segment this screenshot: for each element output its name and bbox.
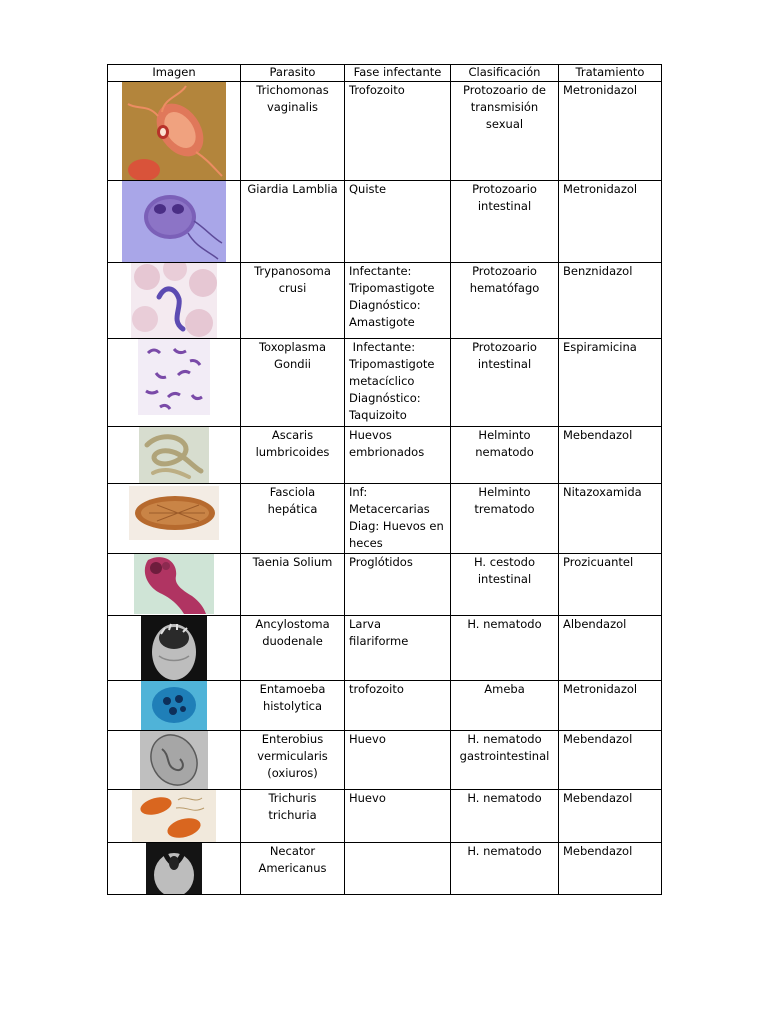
fasciola-image bbox=[129, 486, 219, 540]
giardia-image bbox=[122, 181, 226, 262]
parasite-name: Trypanosoma crusi bbox=[241, 263, 345, 339]
trichuris-image bbox=[132, 790, 216, 842]
parasite-name: Trichuris trichuria bbox=[241, 790, 345, 843]
infective-stage: Huevo bbox=[345, 731, 451, 790]
image-cell bbox=[108, 681, 241, 731]
treatment: Metronidazol bbox=[559, 181, 662, 263]
image-cell bbox=[108, 339, 241, 427]
toxoplasma-image bbox=[138, 339, 210, 415]
treatment: Prozicuantel bbox=[559, 554, 662, 616]
image-cell bbox=[108, 263, 241, 339]
treatment: Mebendazol bbox=[559, 790, 662, 843]
classification: H. nematodo bbox=[451, 843, 559, 895]
classification: H. nematodo bbox=[451, 790, 559, 843]
infective-stage: Huevos embrionados bbox=[345, 427, 451, 484]
classification: Ameba bbox=[451, 681, 559, 731]
entamoeba-image bbox=[141, 681, 207, 730]
treatment: Mebendazol bbox=[559, 427, 662, 484]
image-cell bbox=[108, 181, 241, 263]
classification: H. nematodo gastrointestinal bbox=[451, 731, 559, 790]
parasite-name: Giardia Lamblia bbox=[241, 181, 345, 263]
parasite-name: Trichomonas vaginalis bbox=[241, 82, 345, 181]
image-cell bbox=[108, 484, 241, 554]
image-cell bbox=[108, 790, 241, 843]
parasite-name: Entamoeba histolytica bbox=[241, 681, 345, 731]
parasite-name: Ancylostoma duodenale bbox=[241, 616, 345, 681]
infective-stage bbox=[345, 843, 451, 895]
enterobius-image bbox=[140, 731, 208, 789]
table-row bbox=[108, 790, 662, 843]
classification: Protozoario hematófago bbox=[451, 263, 559, 339]
header-fase: Fase infectante bbox=[345, 65, 451, 82]
table-row bbox=[108, 554, 662, 616]
classification: H. nematodo bbox=[451, 616, 559, 681]
image-cell bbox=[108, 616, 241, 681]
infective-stage: Proglótidos bbox=[345, 554, 451, 616]
parasite-table bbox=[107, 64, 662, 895]
parasite-name: Ascaris lumbricoides bbox=[241, 427, 345, 484]
ascaris-image bbox=[139, 427, 209, 483]
classification: Protozoario de transmisión sexual bbox=[451, 82, 559, 181]
infective-stage: Inf: Metacercarias Diag: Huevos en heces bbox=[345, 484, 451, 554]
treatment: Metronidazol bbox=[559, 82, 662, 181]
parasite-name: Toxoplasma Gondii bbox=[241, 339, 345, 427]
parasite-name: Fasciola hepática bbox=[241, 484, 345, 554]
table-row bbox=[108, 616, 662, 681]
table-row bbox=[108, 82, 662, 181]
image-cell bbox=[108, 427, 241, 484]
treatment: Metronidazol bbox=[559, 681, 662, 731]
trichomonas-image bbox=[122, 82, 226, 180]
treatment: Espiramicina bbox=[559, 339, 662, 427]
table-row bbox=[108, 731, 662, 790]
infective-stage: Larva filariforme bbox=[345, 616, 451, 681]
infective-stage: Quiste bbox=[345, 181, 451, 263]
classification: Helminto trematodo bbox=[451, 484, 559, 554]
table-row bbox=[108, 339, 662, 427]
treatment: Mebendazol bbox=[559, 843, 662, 895]
header-clasificacion: Clasificación bbox=[451, 65, 559, 82]
infective-stage: Infectante: Tripomastigote Diagnóstico: Amastigote bbox=[345, 263, 451, 339]
infective-stage: Trofozoito bbox=[345, 82, 451, 181]
taenia-image bbox=[134, 554, 214, 614]
table-row bbox=[108, 181, 662, 263]
image-cell bbox=[108, 82, 241, 181]
table-row bbox=[108, 263, 662, 339]
table-row bbox=[108, 681, 662, 731]
header-parasito: Parasito bbox=[241, 65, 345, 82]
parasite-name: Necator Americanus bbox=[241, 843, 345, 895]
infective-stage: Infectante: Tripomastigote metacíclico Diagnóstico: Taquizoito bbox=[345, 339, 451, 427]
image-cell bbox=[108, 554, 241, 616]
header-imagen: Imagen bbox=[108, 65, 241, 82]
header-tratamiento: Tratamiento bbox=[559, 65, 662, 82]
classification: Protozoario intestinal bbox=[451, 181, 559, 263]
header-row bbox=[108, 65, 662, 82]
necator-image bbox=[146, 843, 202, 894]
treatment: Mebendazol bbox=[559, 731, 662, 790]
parasite-name: Taenia Solium bbox=[241, 554, 345, 616]
table-row bbox=[108, 843, 662, 895]
infective-stage: trofozoito bbox=[345, 681, 451, 731]
image-cell bbox=[108, 843, 241, 895]
treatment: Albendazol bbox=[559, 616, 662, 681]
table-row bbox=[108, 427, 662, 484]
parasite-name: Enterobius vermicularis (oxiuros) bbox=[241, 731, 345, 790]
treatment: Nitazoxamida bbox=[559, 484, 662, 554]
ancylostoma-image bbox=[141, 616, 207, 680]
image-cell bbox=[108, 731, 241, 790]
treatment: Benznidazol bbox=[559, 263, 662, 339]
classification: Protozoario intestinal bbox=[451, 339, 559, 427]
infective-stage: Huevo bbox=[345, 790, 451, 843]
classification: Helminto nematodo bbox=[451, 427, 559, 484]
table-row bbox=[108, 484, 662, 554]
trypanosoma-image bbox=[131, 263, 217, 338]
classification: H. cestodo intestinal bbox=[451, 554, 559, 616]
